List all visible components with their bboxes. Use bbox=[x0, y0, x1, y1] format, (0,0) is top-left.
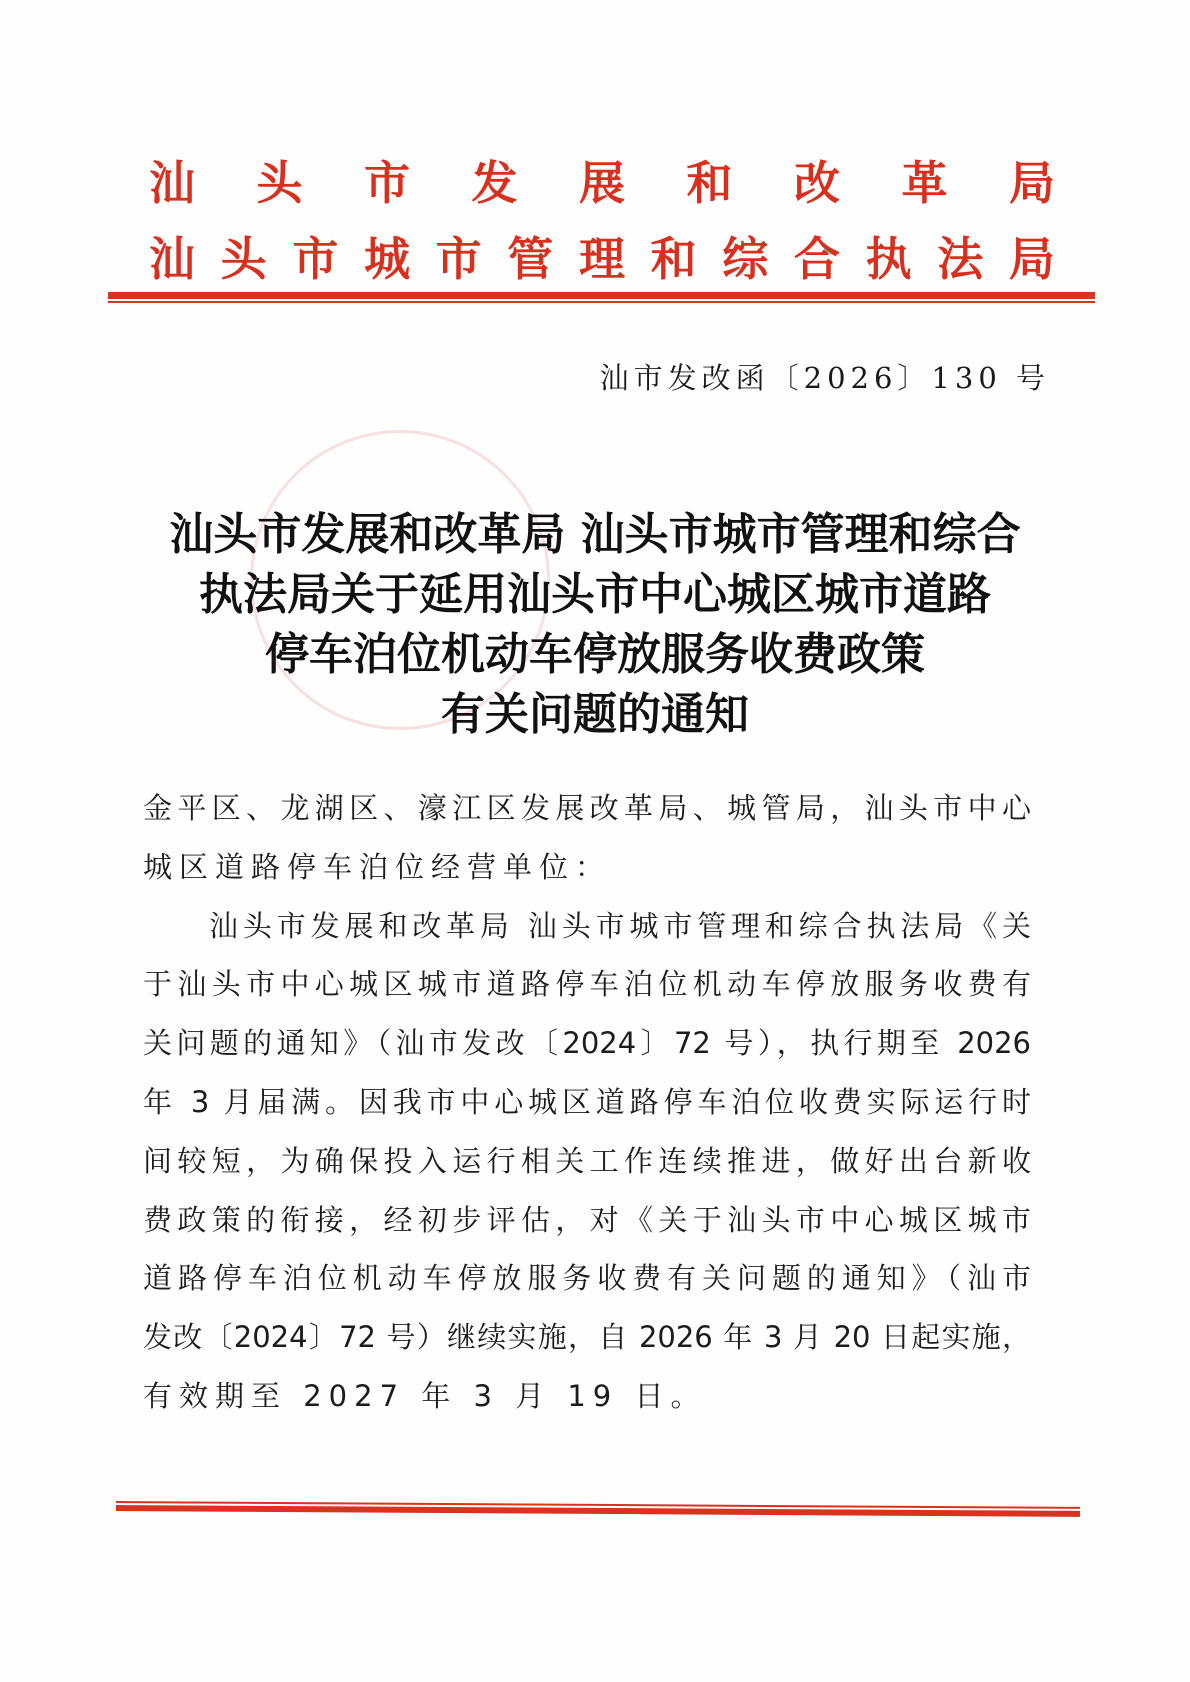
body-line: 道路停车泊位机动车停放服务收费有关问题的通知》（汕市 bbox=[143, 1261, 1031, 1296]
title-line: 有关问题的通知 bbox=[441, 689, 749, 740]
letterhead-char: 汕 bbox=[149, 232, 195, 286]
body-line-addressee: 金平区、龙湖区、濠江区发展改革局、城管局，汕头市中心 bbox=[143, 791, 1031, 825]
letterhead-line-1 bbox=[148, 158, 1056, 208]
body-line: 发改〔2024〕72 号）继续实施，自 2026 年 3 月 20 日起实施， bbox=[143, 1320, 1031, 1355]
letterhead-char: 和 bbox=[686, 156, 733, 210]
body-line: 关问题的通知》（汕市发改〔2024〕72 号），执行期至 2026 bbox=[143, 1026, 1031, 1061]
title-line: 汕头市发展和改革局 汕头市城市管理和综合 bbox=[169, 509, 1021, 560]
letterhead-char: 城 bbox=[363, 232, 410, 286]
letterhead-char: 发 bbox=[471, 156, 518, 210]
letterhead-char: 市 bbox=[292, 232, 339, 286]
letterhead-char: 管 bbox=[507, 232, 554, 286]
letterhead-char: 综 bbox=[722, 232, 769, 286]
title-line: 停车泊位机动车停放服务收费政策 bbox=[265, 629, 925, 680]
letterhead-char: 汕 bbox=[149, 156, 195, 210]
letterhead-char: 局 bbox=[1009, 156, 1055, 210]
letterhead-char: 执 bbox=[865, 232, 912, 286]
body-line: 汕头市发展和改革局 汕头市城市管理和综合执法局《关 bbox=[209, 908, 1031, 943]
letterhead-char: 合 bbox=[793, 232, 840, 286]
letterhead-divider-thin bbox=[108, 301, 1095, 303]
body-line: 间较短，为确保投入运行相关工作连续推进，做好出台新收 bbox=[143, 1143, 1031, 1178]
letterhead-char: 改 bbox=[794, 156, 840, 210]
letterhead-char: 法 bbox=[937, 232, 984, 286]
body-line: 年 3 月届满。因我市中心城区道路停车泊位收费实际运行时 bbox=[143, 1084, 1031, 1119]
letterhead-char: 理 bbox=[578, 232, 625, 286]
letterhead-char: 和 bbox=[650, 232, 697, 286]
body-line: 费政策的衔接，经初步评估，对《关于汕头市中心城区城市 bbox=[143, 1202, 1031, 1237]
letterhead-line-2 bbox=[148, 234, 1056, 284]
letterhead-char: 头 bbox=[220, 232, 267, 286]
body-line: 有效期至 2027 年 3 月 19 日。 bbox=[143, 1378, 707, 1413]
title-line: 执法局关于延用汕头市中心城区城市道路 bbox=[199, 569, 991, 620]
body-line-addressee: 城区道路停车泊位经营单位： bbox=[143, 849, 612, 884]
letterhead-divider-thick bbox=[108, 292, 1095, 299]
body-line: 于汕头市中心城区城市道路停车泊位机动车停放服务收费有 bbox=[143, 967, 1031, 1002]
letterhead-char: 展 bbox=[579, 156, 625, 210]
letterhead-char: 市 bbox=[435, 232, 482, 286]
letterhead-char: 头 bbox=[256, 156, 303, 210]
document-title bbox=[130, 505, 1060, 745]
letterhead-char: 市 bbox=[364, 156, 410, 210]
letterhead-char: 革 bbox=[901, 156, 948, 210]
document-number: 汕市发改函〔2026〕130 号 bbox=[599, 361, 1050, 395]
document-body bbox=[143, 786, 1031, 1433]
letterhead-char: 局 bbox=[1008, 232, 1055, 286]
